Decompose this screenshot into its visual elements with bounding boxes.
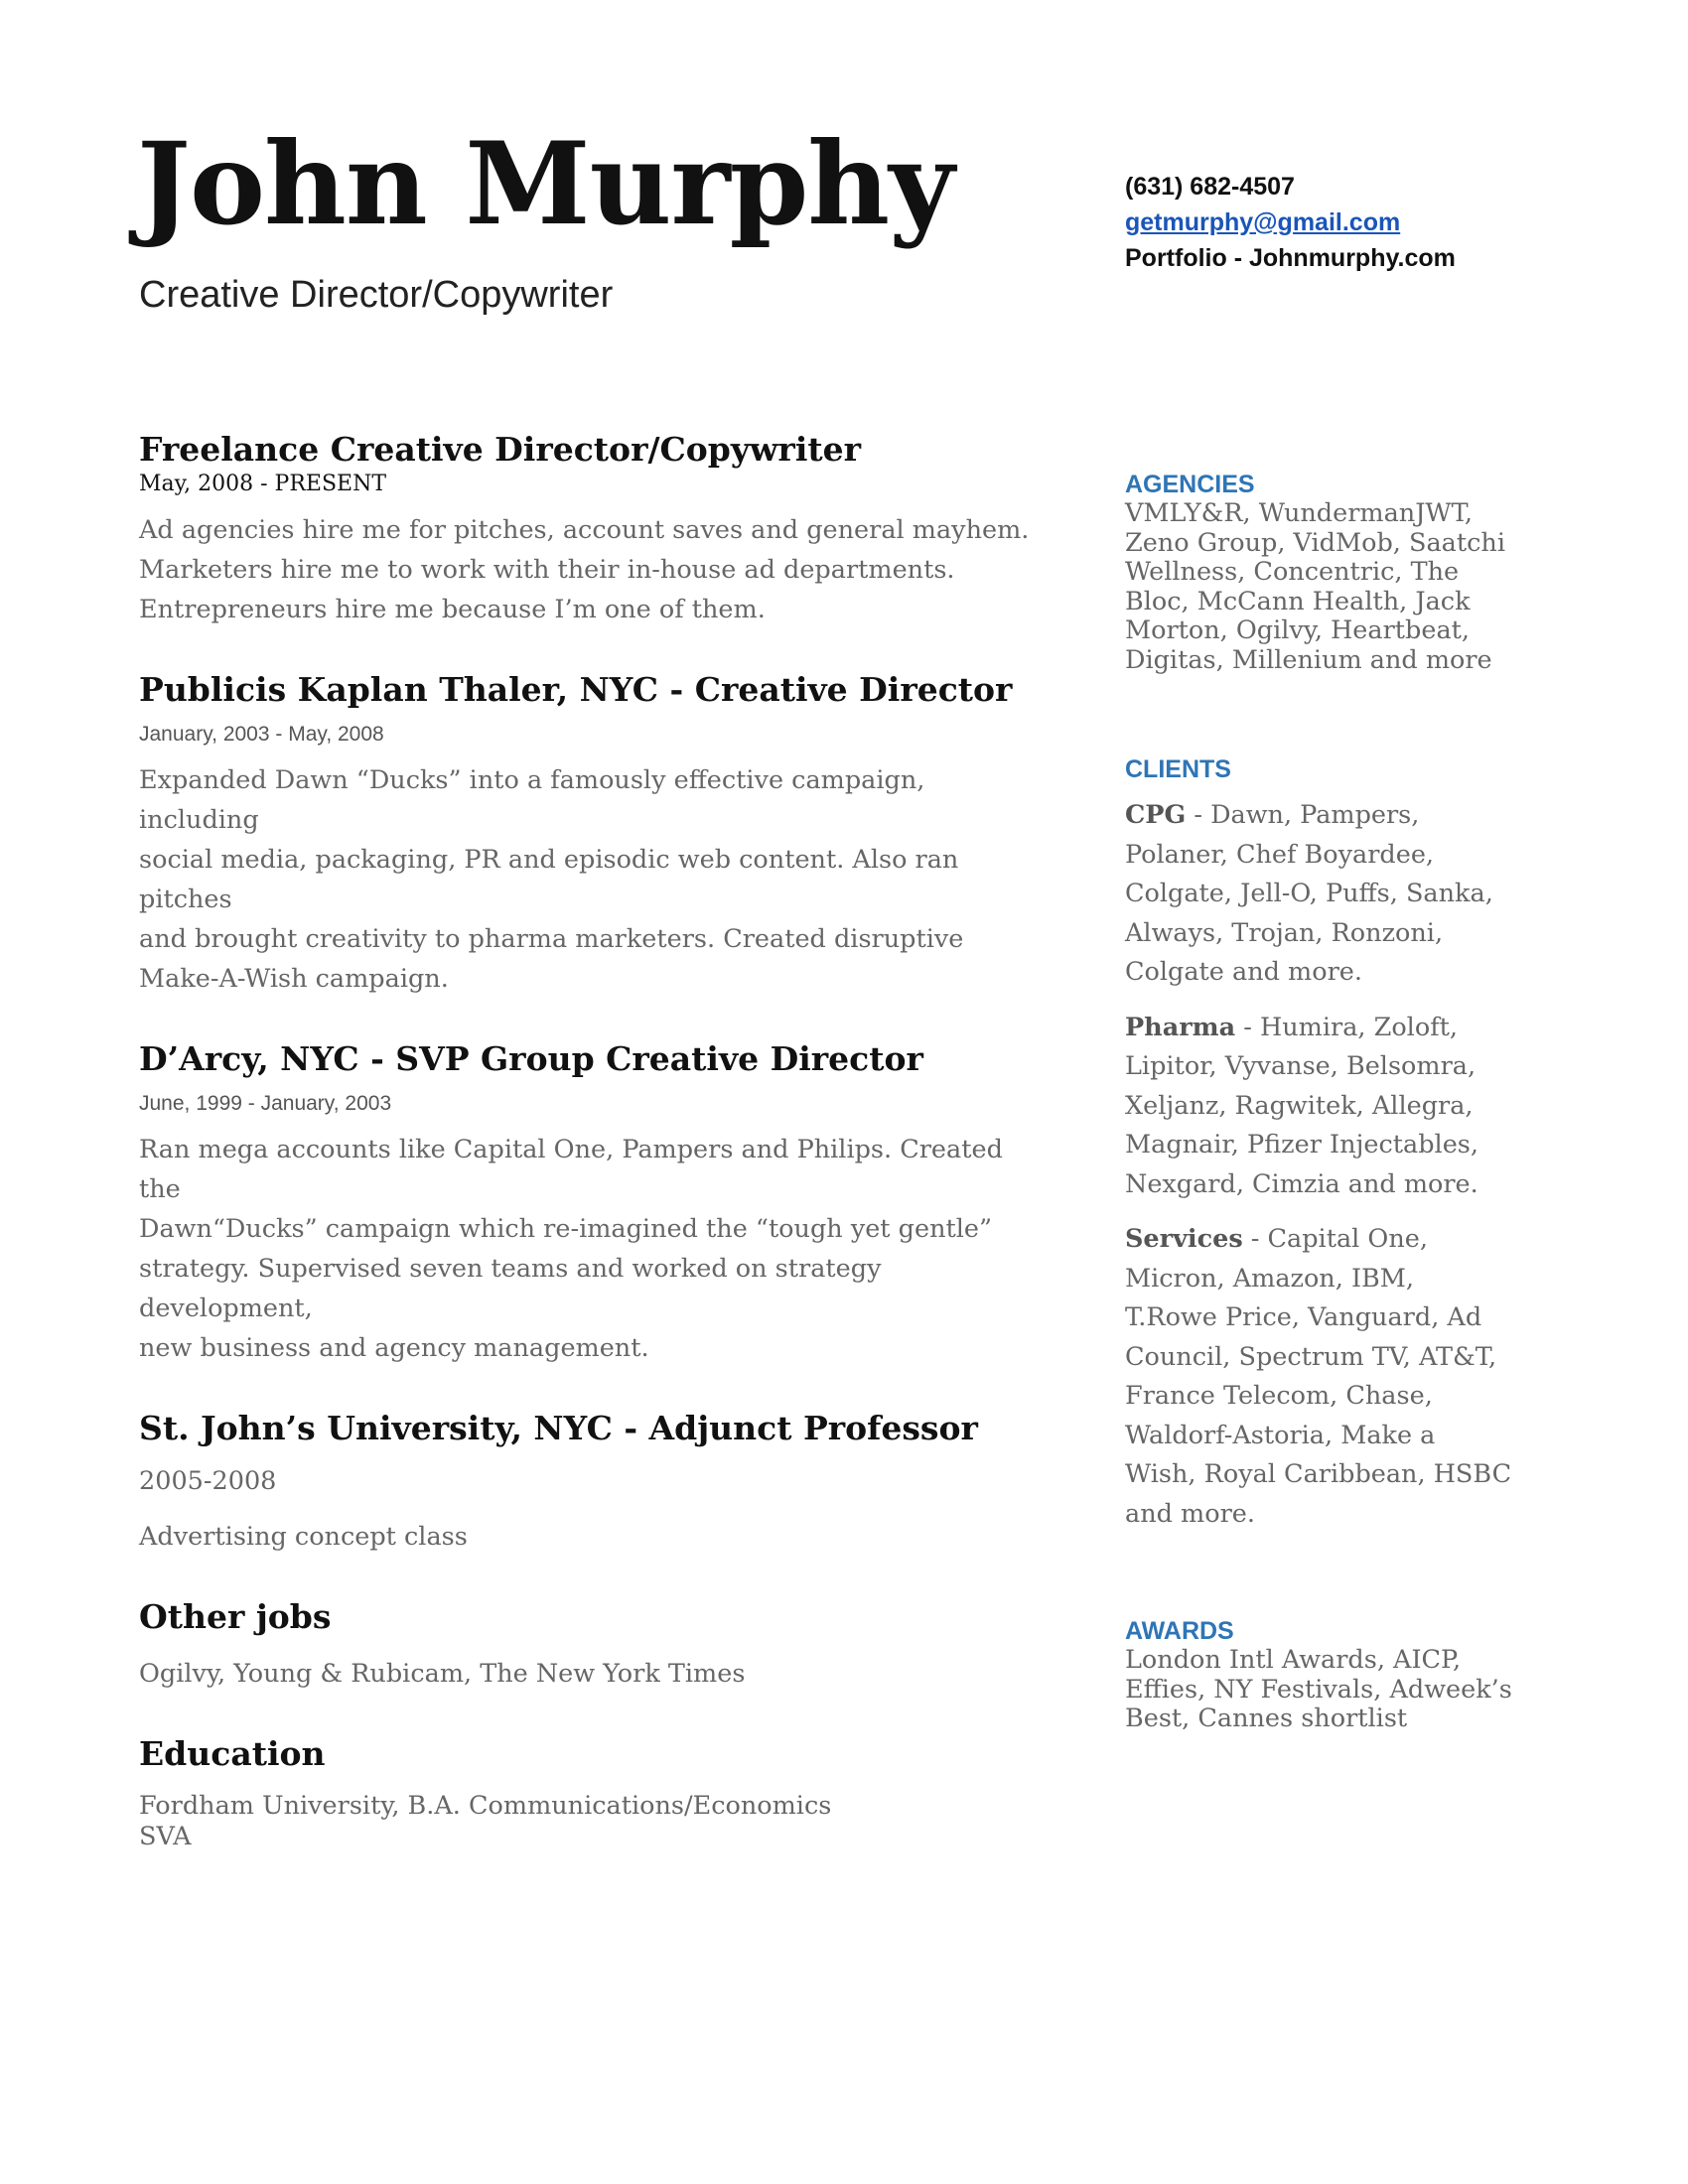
client-category-label: Pharma: [1125, 1012, 1236, 1042]
section-heading: Other jobs: [139, 1597, 332, 1636]
education-section: [139, 1733, 1033, 1852]
email-link[interactable]: getmurphy@gmail.com: [1125, 208, 1401, 236]
client-line: - Humira, Zoloft,: [1235, 1012, 1458, 1042]
client-line: Magnair, Pfizer Injectables,: [1125, 1130, 1478, 1160]
agencies-line: Zeno Group, VidMob, Saatchi: [1125, 527, 1505, 558]
job-title: Publicis Kaplan Thaler, NYC - Creative Director: [139, 670, 1013, 709]
phone-number: (631) 682-4507: [1125, 173, 1295, 201]
section-heading: CLIENTS: [1125, 755, 1231, 783]
awards-list: [1125, 1646, 1562, 1734]
client-line: Nexgard, Cimzia and more.: [1125, 1168, 1478, 1199]
job-title: Freelance Creative Director/Copywriter: [139, 430, 861, 469]
client-line: Xeljanz, Ragwitek, Allegra,: [1125, 1090, 1474, 1121]
education-line: SVA: [139, 1822, 192, 1851]
client-category-label: CPG: [1125, 800, 1187, 830]
job-description-line: Ad agencies hire me for pitches, account saves and general mayhem.: [139, 515, 1030, 545]
agencies-line: VMLY&R, WundermanJWT,: [1125, 498, 1474, 528]
agencies-line: Digitas, Millenium and more: [1125, 644, 1492, 675]
client-line: Colgate, Jell-O, Puffs, Sanka,: [1125, 879, 1493, 908]
client-line: Waldorf-Astoria, Make a: [1125, 1420, 1436, 1450]
agencies-section: [1125, 470, 1562, 675]
client-line: Micron, Amazon, IBM,: [1125, 1263, 1414, 1294]
awards-line: London Intl Awards, AICP,: [1125, 1645, 1462, 1675]
agencies-line: Morton, Ogilvy, Heartbeat,: [1125, 615, 1471, 645]
job-description-line: Make-A-Wish campaign.: [139, 964, 449, 994]
job-entry: [139, 1038, 1033, 1368]
client-line: Wish, Royal Caribbean, HSBC: [1125, 1459, 1512, 1489]
job-description-line: and brought creativity to pharma marketers. Created disruptive: [139, 924, 964, 954]
awards-line: Effies, NY Festivals, Adweek’s: [1125, 1674, 1512, 1705]
job-description-line: Dawn“Ducks” campaign which re-imagined the “tough yet gentle”: [139, 1214, 993, 1244]
client-group-pharma: [1125, 1009, 1562, 1205]
experience-column: [139, 429, 1033, 1892]
agencies-line: Bloc, McCann Health, Jack: [1125, 586, 1471, 616]
awards-line: Best, Cannes shortlist: [1125, 1704, 1408, 1733]
section-heading: AGENCIES: [1125, 471, 1255, 498]
client-line: - Dawn, Pampers,: [1186, 800, 1420, 830]
candidate-name: John Murphy: [137, 117, 954, 250]
job-description: [139, 760, 1033, 999]
job-description-line: social media, packaging, PR and episodic web content. Also ran pitches: [139, 845, 959, 914]
job-description-line: strategy. Supervised seven teams and worked on strategy development,: [139, 1254, 882, 1323]
job-description-line: Expanded Dawn “Ducks” into a famously effective campaign, including: [139, 765, 925, 835]
client-line: Polaner, Chef Boyardee,: [1125, 839, 1435, 870]
other-jobs-section: [139, 1596, 1033, 1694]
job-description-line: Advertising concept class: [139, 1522, 468, 1552]
client-line: France Telecom, Chase,: [1125, 1381, 1433, 1411]
clients-section: [1125, 754, 1562, 1550]
client-line: Always, Trojan, Ronzoni,: [1125, 917, 1444, 948]
client-line: T.Rowe Price, Vanguard, Ad: [1125, 1302, 1482, 1332]
job-description-line: Entrepreneurs hire me because I’m one of them.: [139, 595, 766, 624]
job-description-line: Ran mega accounts like Capital One, Pampers and Philips. Created the: [139, 1135, 1003, 1204]
job-entry: [139, 429, 1033, 629]
job-dates: June, 1999 - January, 2003: [139, 1092, 392, 1115]
job-title: D’Arcy, NYC - SVP Group Creative Director: [139, 1039, 923, 1078]
education-list: [139, 1791, 1033, 1852]
job-entry: [139, 1408, 1033, 1557]
client-category-label: Services: [1125, 1224, 1243, 1254]
client-line: and more.: [1125, 1498, 1255, 1529]
job-description: [139, 1130, 1033, 1368]
job-description: [139, 510, 1033, 629]
job-description-line: Marketers hire me to work with their in-house ad departments.: [139, 555, 955, 585]
education-line: Fordham University, B.A. Communications/Economics: [139, 1791, 832, 1821]
awards-section: [1125, 1616, 1562, 1734]
job-dates: May, 2008 - PRESENT: [139, 472, 387, 496]
agencies-line: Wellness, Concentric, The: [1125, 557, 1460, 587]
client-line: Colgate and more.: [1125, 957, 1362, 987]
client-line: - Capital One,: [1242, 1224, 1428, 1254]
client-group-cpg: [1125, 796, 1562, 993]
job-dates: 2005-2008: [139, 1466, 277, 1496]
portfolio-link[interactable]: Portfolio - Johnmurphy.com: [1125, 244, 1456, 272]
contact-block: [1125, 169, 1456, 276]
section-heading: Education: [139, 1734, 326, 1773]
client-line: Council, Spectrum TV, AT&T,: [1125, 1341, 1497, 1372]
client-line: Lipitor, Vyvanse, Belsomra,: [1125, 1051, 1477, 1081]
client-group-services: [1125, 1220, 1562, 1534]
agencies-list: [1125, 499, 1562, 675]
candidate-title: Creative Director/Copywriter: [139, 274, 614, 316]
job-entry: [139, 669, 1033, 999]
job-title: St. John’s University, NYC - Adjunct Professor: [139, 1409, 978, 1447]
job-dates: January, 2003 - May, 2008: [139, 723, 384, 746]
other-jobs-text: Ogilvy, Young & Rubicam, The New York Times: [139, 1659, 746, 1689]
job-description-line: new business and agency management.: [139, 1333, 649, 1363]
section-heading: AWARDS: [1125, 1617, 1234, 1645]
